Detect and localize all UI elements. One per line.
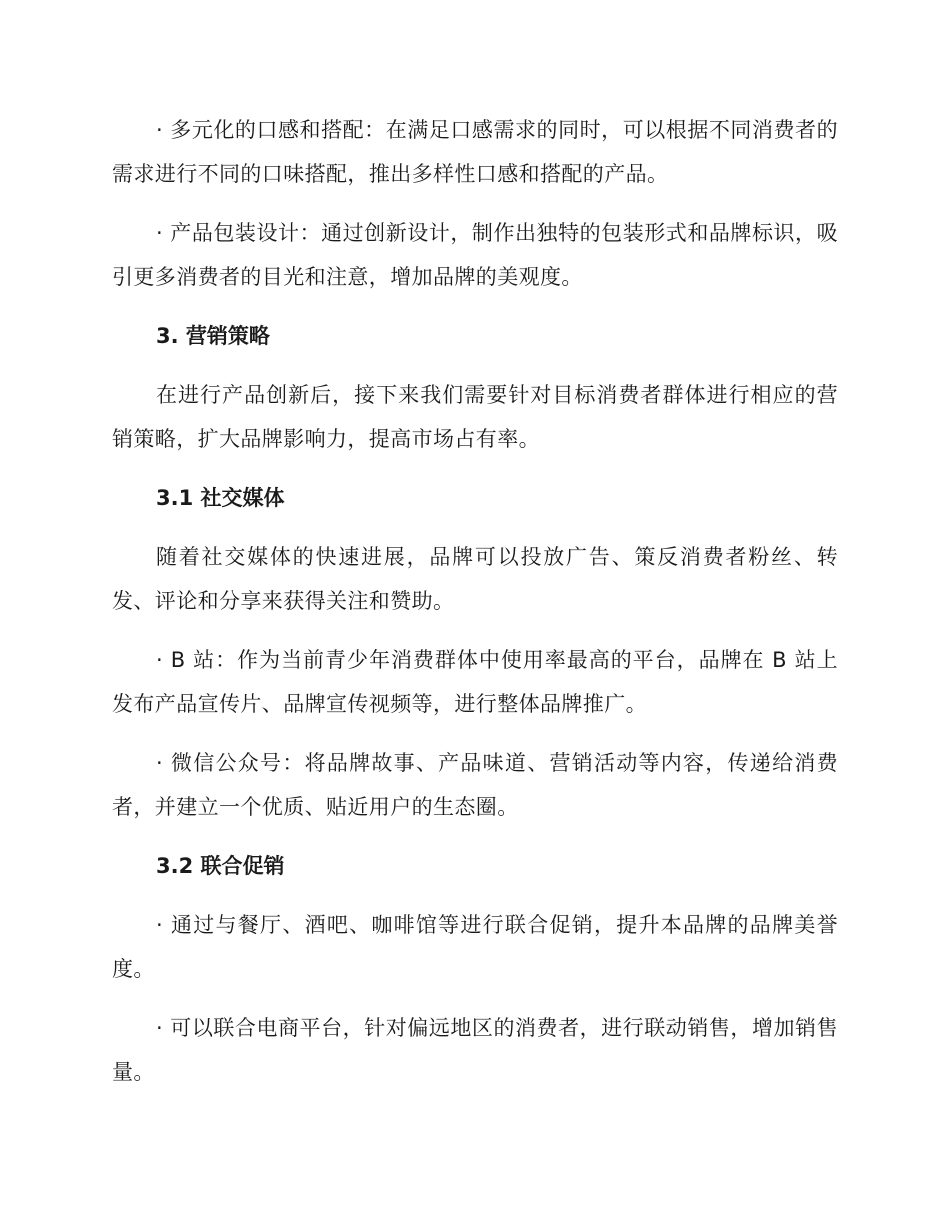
subsection-heading-social-media: 3.1 社交媒体 — [156, 486, 285, 510]
document-page — [112, 108, 838, 1094]
social-media-paragraph: 随着社交媒体的快速进展，品牌可以投放广告、策反消费者粉丝、转发、评论和分享来获得关注和赞助。 — [112, 545, 838, 613]
bullet-joint-promotion-venues: · 通过与餐厅、酒吧、咖啡馆等进行联合促销，提升本品牌的品牌美誉度。 — [112, 913, 838, 981]
subsection-heading-joint-promotion: 3.2 联合促销 — [156, 854, 285, 878]
section-heading-marketing: 3. 营销策略 — [156, 324, 270, 348]
bullet-ecommerce-partnership: · 可以联合电商平台，针对偏远地区的消费者，进行联动销售，增加销售量。 — [112, 1016, 838, 1084]
bullet-packaging-design: · 产品包装设计：通过创新设计，制作出独特的包装形式和品牌标识，吸引更多消费者的目光和注意，增加品牌的美观度。 — [112, 221, 838, 289]
bullet-flavor-pairing: · 多元化的口感和搭配：在满足口感需求的同时，可以根据不同消费者的需求进行不同的口味搭配，推出多样性口感和搭配的产品。 — [112, 118, 838, 186]
bullet-bilibili: · B 站：作为当前青少年消费群体中使用率最高的平台，品牌在 B 站上发布产品宣传片、品牌宣传视频等，进行整体品牌推广。 — [112, 648, 838, 716]
bullet-wechat: · 微信公众号：将品牌故事、产品味道、营销活动等内容，传递给消费者，并建立一个优质、贴近用户的生态圈。 — [112, 751, 838, 819]
marketing-intro-paragraph: 在进行产品创新后，接下来我们需要针对目标消费者群体进行相应的营销策略，扩大品牌影响力，提高市场占有率。 — [112, 383, 838, 451]
